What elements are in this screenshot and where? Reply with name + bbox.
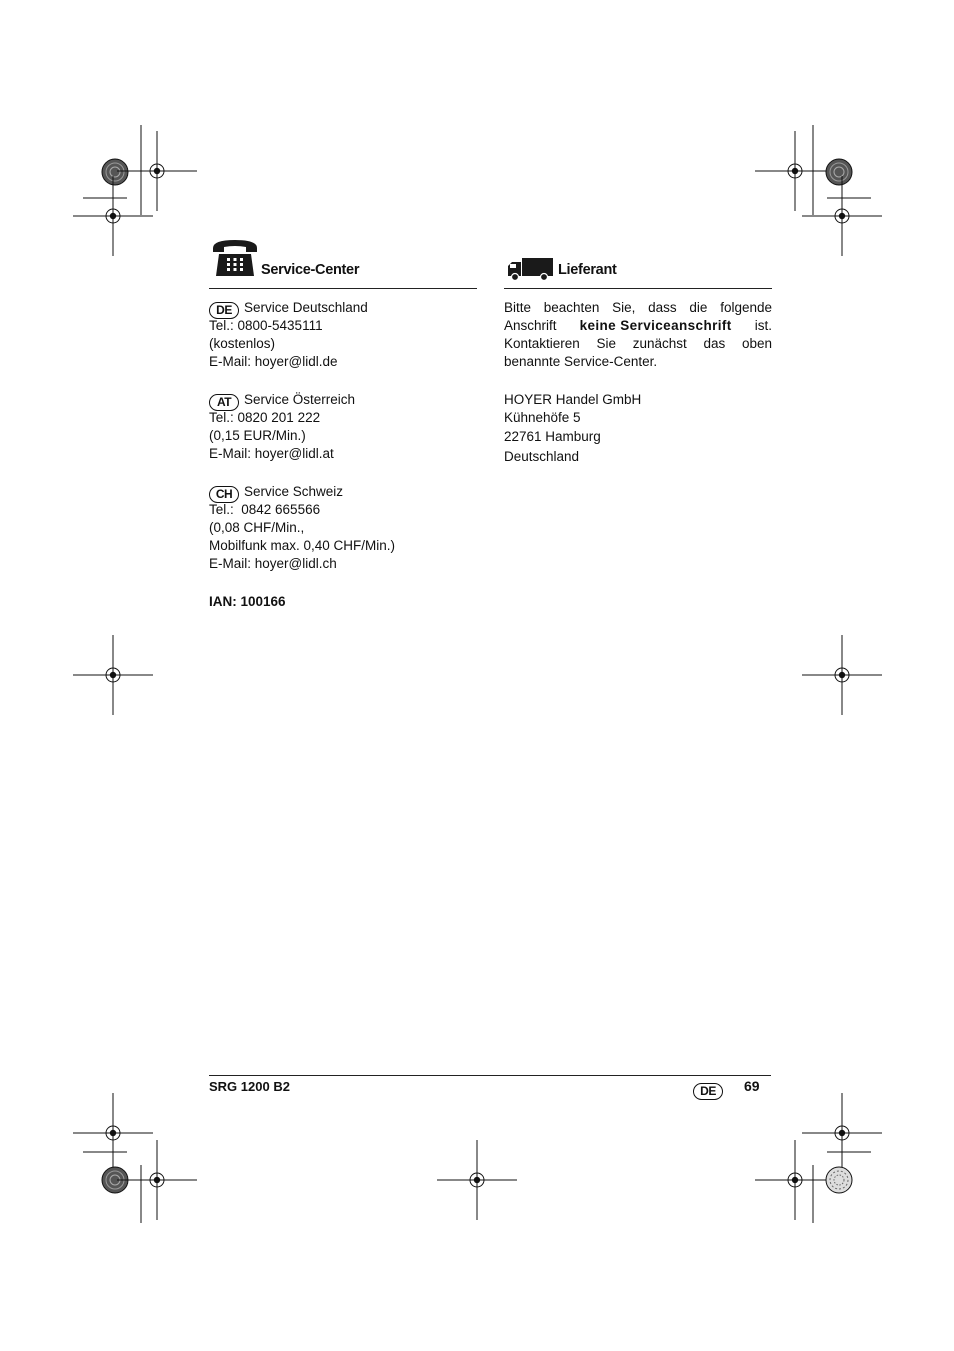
service-ch-note2: Mobilfunk max. 0,40 CHF/Min.): [209, 538, 396, 553]
flag-at-icon: AT: [209, 394, 239, 411]
service-center-heading: Service-Center: [261, 262, 360, 278]
truck-icon: [506, 256, 554, 282]
service-contacts: [209, 299, 479, 611]
service-at-title: AT Service Österreich: [209, 391, 479, 409]
address-line: Deutschland: [504, 449, 580, 464]
service-at-note: (0,15 EUR/Min.): [209, 428, 306, 443]
no-service-address: keine Serviceanschrift: [579, 318, 732, 333]
address-line: Kühnehöfe 5: [504, 410, 581, 425]
footer-language: [693, 1080, 728, 1100]
ian-number: IAN: 100166: [209, 594, 286, 609]
notice-line-2: Anschrift keine Serviceanschrift ist.: [504, 318, 772, 333]
service-ch-tel: Tel.: 0842 665566: [209, 502, 321, 517]
lieferant-heading: Lieferant: [558, 262, 617, 278]
notice-line-4: benannte Service-Center.: [504, 354, 658, 369]
lieferant-notice: [504, 299, 772, 466]
model-number: SRG 1200 B2: [209, 1079, 290, 1094]
divider: [209, 288, 477, 289]
service-de-title: DE Service Deutschland: [209, 299, 479, 317]
service-ch-email: E-Mail: hoyer@lidl.ch: [209, 556, 337, 571]
service-ch-title: CH Service Schweiz: [209, 483, 479, 501]
flag-de-icon: DE: [209, 302, 239, 319]
service-de-tel: Tel.: 0800-5435111: [209, 318, 323, 333]
notice-line-3: Kontaktieren Sie zunächst das oben: [504, 336, 772, 351]
supplier-address: [504, 391, 772, 466]
service-de-note: (kostenlos): [209, 336, 276, 351]
service-at-tel: Tel.: 0820 201 222: [209, 410, 321, 425]
flag-ch-icon: CH: [209, 486, 239, 503]
footer-divider: [209, 1075, 771, 1076]
service-ch-note1: (0,08 CHF/Min.,: [209, 520, 305, 535]
page-number: 69: [744, 1078, 760, 1094]
service-de-email: E-Mail: hoyer@lidl.de: [209, 354, 338, 369]
address-line: HOYER Handel GmbH: [504, 392, 642, 407]
service-at-email: E-Mail: hoyer@lidl.at: [209, 446, 334, 461]
divider: [504, 288, 772, 289]
flag-de-icon: DE: [693, 1083, 723, 1100]
address-line: 22761 Hamburg: [504, 429, 601, 444]
telephone-icon: [210, 238, 260, 278]
notice-line-1: Bitte beachten Sie, dass die folgende: [504, 300, 772, 315]
